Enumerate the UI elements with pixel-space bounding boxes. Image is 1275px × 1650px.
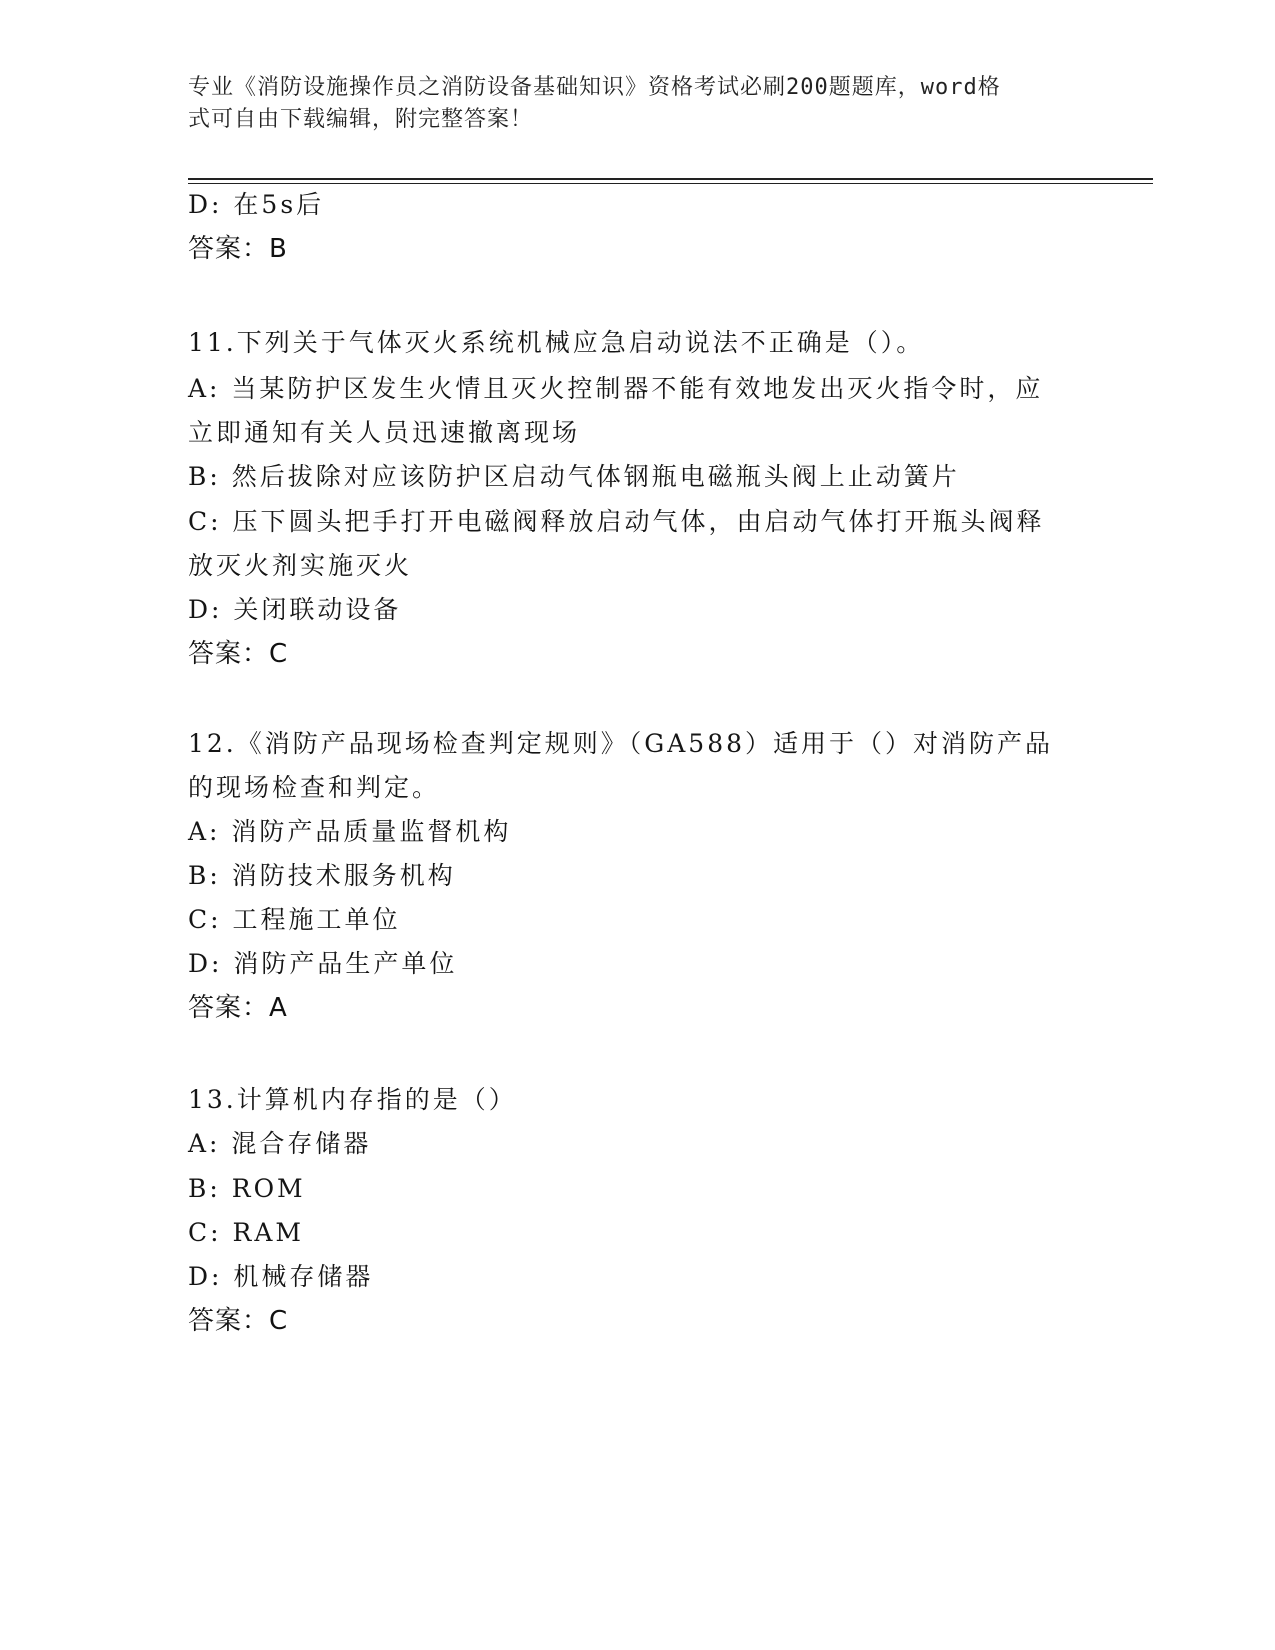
question-11-option-c-line-1: C: 压下圆头把手打开电磁阀释放启动气体，由启动气体打开瓶头阀释 [188,507,1045,536]
document-header [188,72,1068,136]
question-11-line-1: 11.下列关于气体灭火系统机械应急启动说法不正确是（）。 [188,328,925,357]
header-line-1: 专业《消防设施操作员之消防设备基础知识》资格考试必刷200题题库，word格 [188,75,1001,100]
question-12-option-a: A: 消防产品质量监督机构 [188,817,512,846]
question-13-line-1: 13.计算机内存指的是（） [188,1085,517,1114]
question-11-option-c-line-2: 放灭火剂实施灭火 [188,551,413,580]
answer-previous: 答案：B [188,234,288,264]
header-divider-thick [188,178,1153,180]
question-11-option-b: B: 然后拔除对应该防护区启动气体钢瓶电磁瓶头阀上止动簧片 [188,462,960,491]
question-13-option-c: C: RAM [188,1218,304,1247]
question-12-answer: 答案：A [188,993,288,1023]
header-divider-thin [188,183,1153,184]
question-13-option-a: A: 混合存储器 [188,1129,372,1158]
question-12-option-d: D: 消防产品生产单位 [188,949,458,978]
question-12-line-1: 12.《消防产品现场检查判定规则》（GA588）适用于（）对消防产品 [188,729,1054,758]
question-13-option-b: B: ROM [188,1174,306,1203]
question-11-option-a-line-1: A: 当某防护区发生火情且灭火控制器不能有效地发出灭火指令时，应 [188,374,1044,403]
question-11-option-d: D: 关闭联动设备 [188,595,402,624]
option-d-previous: D: 在5s后 [188,190,325,219]
question-13-option-d: D: 机械存储器 [188,1262,374,1291]
question-12-option-b: B: 消防技术服务机构 [188,861,456,890]
question-12-line-2: 的现场检查和判定。 [188,773,441,802]
question-11-answer: 答案：C [188,639,289,669]
question-12-option-c: C: 工程施工单位 [188,905,401,934]
header-line-2: 式可自由下载编辑，附完整答案！ [188,107,534,132]
question-11-option-a-line-2: 立即通知有关人员迅速撤离现场 [188,418,581,447]
question-13-answer: 答案：C [188,1306,289,1336]
